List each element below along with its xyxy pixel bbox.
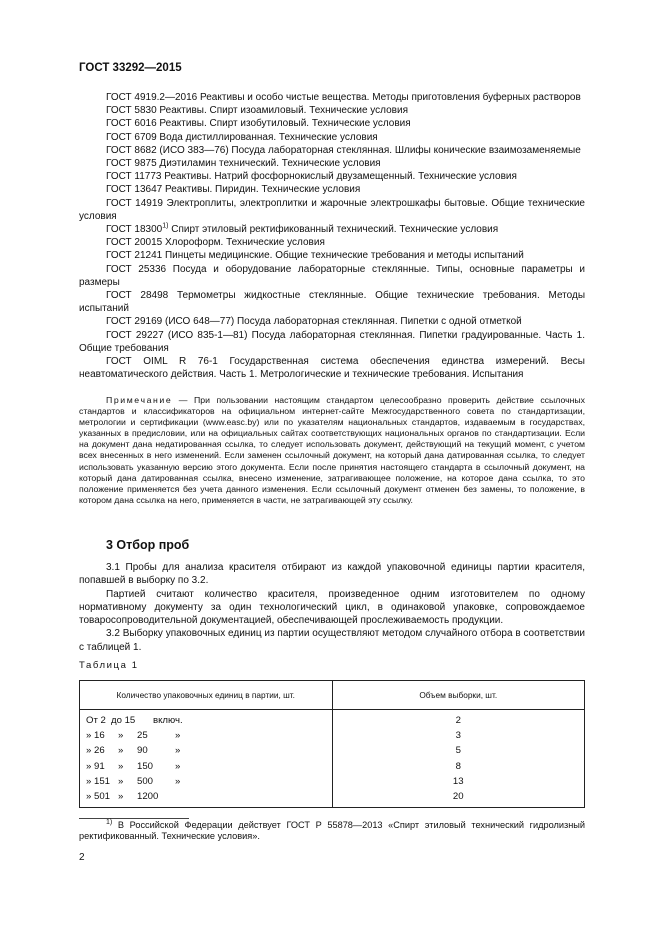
column-header-lot-size: Количество упаковочных единиц в партии, шт. xyxy=(80,681,333,710)
range-quote: » xyxy=(175,730,181,742)
sample-size-cell: 3 xyxy=(332,728,585,743)
range-quote: » xyxy=(118,791,124,803)
lot-range-cell xyxy=(80,789,333,808)
paragraph: Партией считают количество красителя, произведенное одним изготовителем по одному нормативному документу за один технологический цикл, в одинаковой упаковке, сопровождаемое товаросопроводительной документацией, обеспечивающей прослеживаемость продукции. xyxy=(79,588,585,627)
note-text: — При пользовании настоящим стандартом целесообразно проверить действие ссылочных стандартов и классификаторов на официальном интернет-сайте Межгосударственного совета по стандартизации, метрологии и сертификации (www.easc.by) или по указателям национальных стандартов, издаваемым в государствах, указанных в предисловии, или на официальных сайтах соответствующих национальных органов по стандартизации. Если на документ дана недатированная ссылка, то следует использовать документ, действующий на текущий момент, с учетом всех внесенных в него изменений. Если заменен ссылочный документ, на который дана датированная ссылка, то следует использовать указанную версию этого документа. Если после принятия настоящего стандарта в ссылочный документ, на который дана датированная ссылка, внесено изменение, затрагивающее положение, на которое дана ссылка, то это положение применяется без учета данного изменения. Если ссылочный документ отменен без замены, то положение, в котором дана ссылка на него, применяется в части, не затрагивающей эту ссылку. xyxy=(79,395,585,505)
range-quote: » xyxy=(175,760,181,772)
reference-item: ГОСТ 6016 Реактивы. Спирт изобутиловый. Технические условия xyxy=(106,118,411,130)
reference-item: ГОСТ 21241 Пинцеты медицинские. Общие технические требования и методы испытаний xyxy=(106,250,524,262)
reference-item: ГОСТ 25336 Посуда и оборудование лабораторные стеклянные. Типы, основные параметры и размеры xyxy=(79,263,585,288)
range-from: » 16 xyxy=(86,730,105,742)
range-from: » 91 xyxy=(86,760,105,772)
lot-range-cell xyxy=(80,774,333,789)
range-to: 500 xyxy=(137,775,154,787)
table-row xyxy=(80,789,585,808)
range-to: 150 xyxy=(137,760,154,772)
reference-item: ГОСТ OIML R 76-1 Государственная система обеспечения единства измерений. Весы неавтоматического действия. Часть 1. Метрологические и технические требования. Испытания xyxy=(79,356,585,381)
lot-range-cell xyxy=(80,743,333,758)
table-row xyxy=(80,728,585,743)
range-from: » 26 xyxy=(86,745,105,757)
reference-item: ГОСТ 11773 Реактивы. Натрий фосфорнокислый двузамещенный. Технические условия xyxy=(106,171,517,183)
lot-range-cell xyxy=(80,710,333,729)
table-header-row xyxy=(80,681,585,710)
reference-item: ГОСТ 9875 Диэтиламин технический. Технические условия xyxy=(106,158,381,170)
reference-item: ГОСТ 20015 Хлороформ. Технические условия xyxy=(106,237,325,249)
reference-suffix: Спирт этиловый ректификованный технический. Технические условия xyxy=(168,224,499,236)
note-block xyxy=(79,395,585,506)
sampling-table xyxy=(79,680,585,808)
sample-size-cell: 5 xyxy=(332,743,585,758)
reference-item: ГОСТ 5830 Реактивы. Спирт изоамиловый. Технические условия xyxy=(106,105,408,117)
range-to: до 15 xyxy=(111,715,136,727)
lot-range-cell xyxy=(80,728,333,743)
table-row xyxy=(80,743,585,758)
range-quote: » xyxy=(118,760,124,772)
range-note: включ. xyxy=(153,715,183,727)
range-to: 1200 xyxy=(137,791,159,803)
footnote-divider xyxy=(79,818,189,819)
paragraph: 3.1 Пробы для анализа красителя отбирают из каждой упаковочной единицы партии красителя, попавшей в выборку по 3.2. xyxy=(79,562,585,587)
section-body xyxy=(79,561,585,654)
reference-item: ГОСТ 6709 Вода дистиллированная. Технические условия xyxy=(106,131,378,143)
sample-size-cell: 20 xyxy=(332,789,585,808)
footnote xyxy=(79,820,585,843)
lot-range-cell xyxy=(80,759,333,774)
range-from: » 151 xyxy=(86,775,111,787)
range-to: 90 xyxy=(137,745,148,757)
reference-item: ГОСТ 29169 (ИСО 648—77) Посуда лабораторная стеклянная. Пипетки с одной отметкой xyxy=(106,316,522,328)
reference-item: ГОСТ 14919 Электроплиты, электроплитки и жарочные электрошкафы бытовые. Общие технические условия xyxy=(79,197,585,222)
column-header-sample-size: Объем выборки, шт. xyxy=(332,681,585,710)
normative-references xyxy=(79,91,585,381)
sample-size-cell: 2 xyxy=(332,710,585,729)
range-quote: » xyxy=(118,745,124,757)
table-row xyxy=(80,710,585,729)
table-row xyxy=(80,759,585,774)
footnote-marker: 1) xyxy=(106,818,113,826)
document-header: ГОСТ 33292—2015 xyxy=(79,62,182,74)
section-title: 3 Отбор проб xyxy=(106,538,190,552)
footnote-text: В Российской Федерации действует ГОСТ Р 55878—2013 «Спирт этиловый технический гидролизный ректификованный. Технические условия». xyxy=(79,820,585,842)
reference-item: ГОСТ 28498 Термометры жидкостные стеклянные. Общие технические требования. Методы испытаний xyxy=(79,290,585,315)
range-quote: » xyxy=(175,775,181,787)
range-quote: » xyxy=(118,775,124,787)
range-to: 25 xyxy=(137,730,148,742)
reference-item: ГОСТ 4919.2—2016 Реактивы и особо чистые вещества. Методы приготовления буферных растворов xyxy=(106,92,581,103)
table-row xyxy=(80,774,585,789)
paragraph: 3.2 Выборку упаковочных единиц из партии осуществляют методом случайного отбора в соответствии с таблицей 1. xyxy=(79,628,585,653)
reference-prefix: ГОСТ 18300 xyxy=(106,224,163,236)
range-from: От 2 xyxy=(86,715,106,727)
table-caption: Таблица 1 xyxy=(79,660,139,671)
note-label: Примечание xyxy=(106,395,173,405)
reference-item: ГОСТ 29227 (ИСО 835-1—81) Посуда лабораторная стеклянная. Пипетки градуированные. Часть 1. Общие требования xyxy=(79,329,585,354)
reference-item: ГОСТ 8682 (ИСО 383—76) Посуда лабораторная стеклянная. Шлифы конические взаимозаменяемые xyxy=(106,144,581,156)
reference-item: ГОСТ 13647 Реактивы. Пиридин. Технические условия xyxy=(106,184,361,196)
footnote-ref[interactable]: 1) xyxy=(162,222,169,230)
range-quote: » xyxy=(118,730,124,742)
reference-item-18300 xyxy=(79,223,585,236)
page-number: 2 xyxy=(79,852,85,863)
range-quote: » xyxy=(175,745,181,757)
sample-size-cell: 8 xyxy=(332,759,585,774)
range-from: » 501 xyxy=(86,791,111,803)
sample-size-cell: 13 xyxy=(332,774,585,789)
